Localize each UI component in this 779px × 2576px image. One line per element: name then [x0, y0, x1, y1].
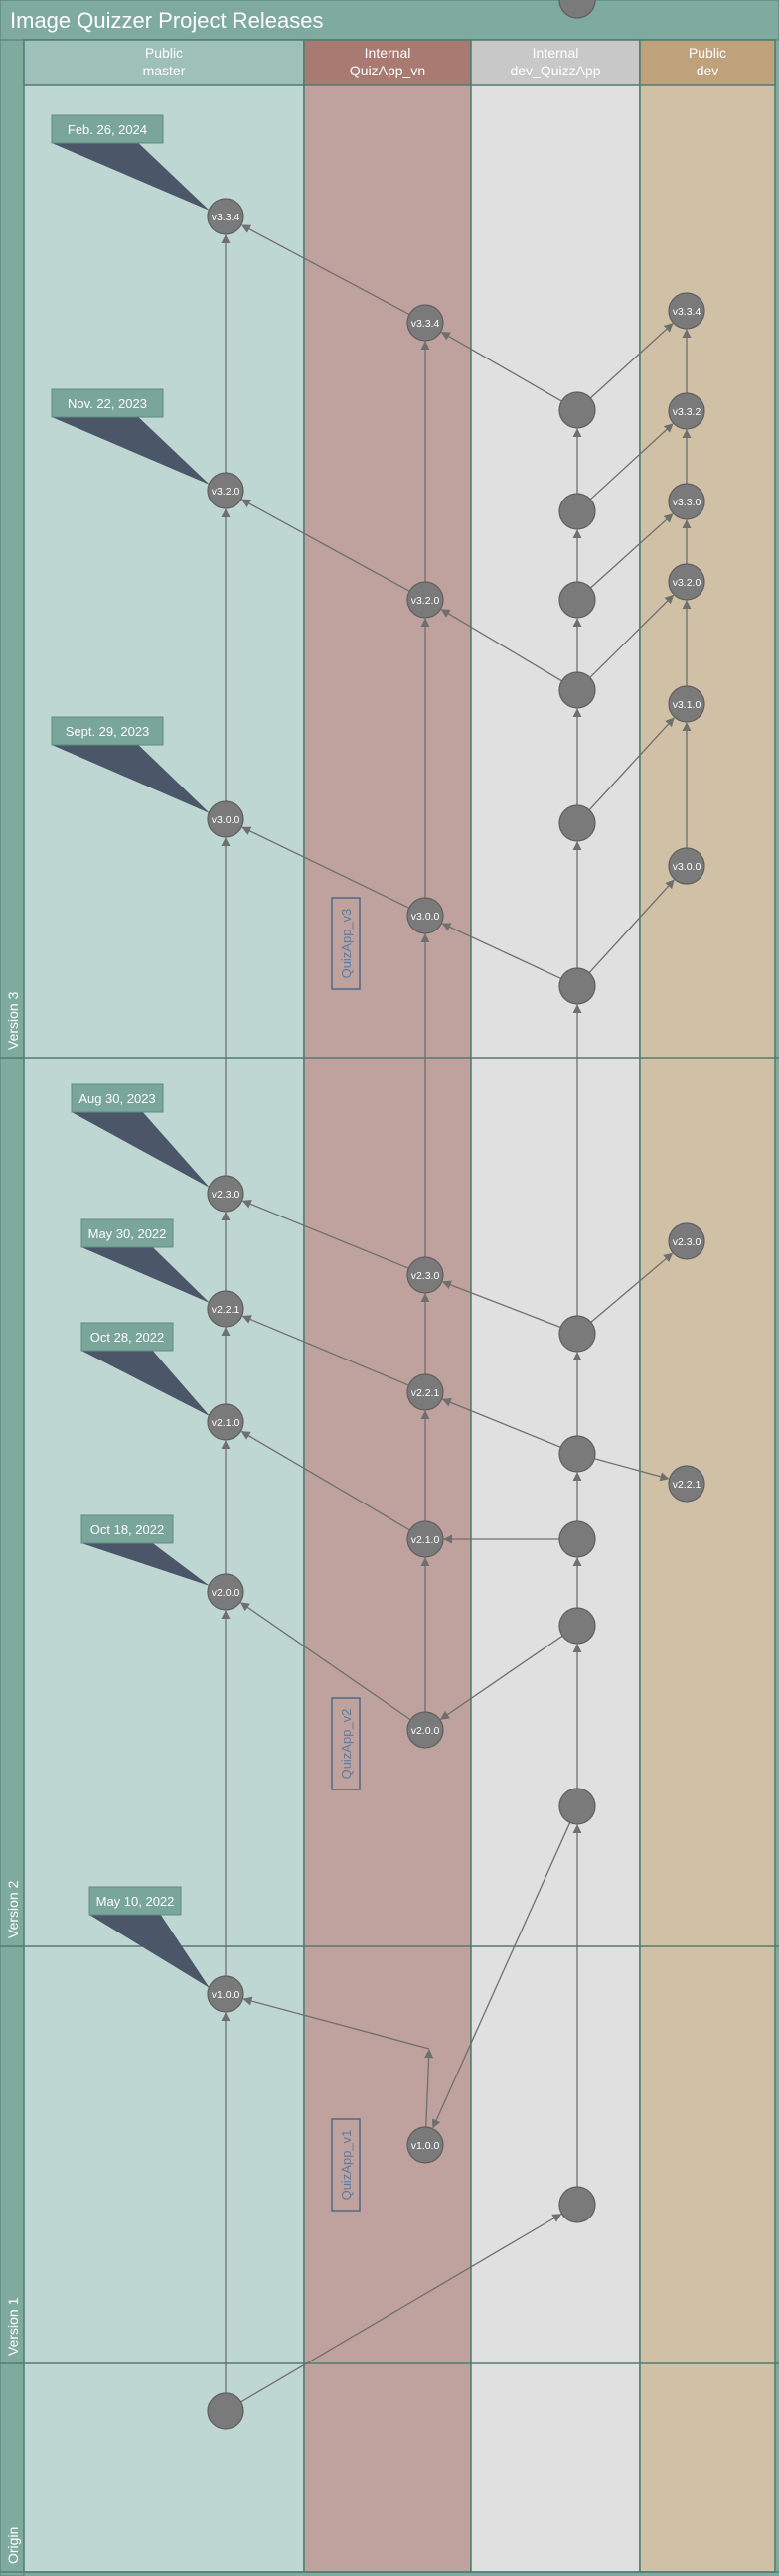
lane-title-line1: Public [688, 45, 727, 61]
release-node-label: v2.3.0 [410, 1270, 440, 1282]
release-date: Nov. 22, 2023 [68, 396, 147, 411]
release-date: Sept. 29, 2023 [65, 724, 150, 739]
commit-node [559, 392, 595, 428]
lane-public_dev [640, 40, 775, 2572]
lane-title-line1: Internal [364, 45, 411, 61]
diagram-title: Image Quizzer Project Releases [10, 8, 324, 33]
release-date: Oct 28, 2022 [89, 1330, 165, 1345]
release-node-label: v3.2.0 [672, 577, 701, 589]
release-node-label: v2.2.1 [410, 1387, 440, 1399]
lane-title-line2: master [142, 63, 186, 78]
commit-node [559, 1789, 595, 1824]
release-node-label: v3.2.0 [211, 486, 240, 498]
commit-node [559, 1521, 595, 1557]
commit-node [559, 582, 595, 618]
lane-title-line2: QuizApp_vn [349, 63, 426, 78]
phase-label: Origin [5, 2526, 21, 2564]
commit-node [559, 1316, 595, 1352]
commit-node [559, 1436, 595, 1472]
lane-internal_dev [471, 40, 640, 2572]
release-date: May 30, 2022 [87, 1226, 167, 1241]
release-node-label: v3.0.0 [211, 814, 240, 826]
release-node-label: v3.2.0 [410, 595, 440, 607]
commit-node [559, 494, 595, 529]
lane-title-line1: Internal [532, 45, 579, 61]
release-node-label: v3.3.4 [672, 306, 701, 318]
release-node-label: v2.0.0 [410, 1725, 440, 1737]
commit-node [559, 2187, 595, 2222]
commit-node [559, 1608, 595, 1644]
release-node-label: v2.2.1 [211, 1304, 240, 1316]
release-date: Feb. 26, 2024 [67, 122, 148, 137]
commit-node [208, 2393, 243, 2429]
release-node-label: v2.1.0 [211, 1417, 240, 1429]
release-date: Aug 30, 2023 [78, 1091, 156, 1106]
release-date: Oct 18, 2022 [89, 1522, 165, 1537]
release-node-label: v2.2.1 [672, 1479, 701, 1491]
commit-node [559, 672, 595, 708]
release-node-label: v3.0.0 [672, 861, 701, 873]
release-node-label: v3.3.0 [672, 497, 701, 508]
lane-label-text: QuizApp_v1 [339, 2129, 354, 2201]
phase-label: Version 3 [5, 991, 21, 1050]
release-node-label: v3.1.0 [672, 699, 701, 711]
release-node-label: v1.0.0 [410, 2140, 440, 2152]
lane-label-text: QuizApp_v3 [339, 908, 354, 979]
release-node-label: v3.3.2 [672, 406, 701, 418]
release-node-label: v3.3.4 [410, 318, 440, 330]
lane-label-text: QuizApp_v2 [339, 1708, 354, 1780]
release-node-label: v2.3.0 [211, 1189, 240, 1201]
phase-label: Version 2 [5, 1880, 21, 1938]
lane-title-line2: dev [696, 63, 719, 78]
commit-node [559, 968, 595, 1004]
release-node-label: v3.0.0 [410, 911, 440, 923]
lane-internal_vn [304, 40, 471, 2572]
phase-label: Version 1 [5, 2297, 21, 2356]
release-date: May 10, 2022 [95, 1894, 175, 1909]
release-node-label: v2.1.0 [410, 1534, 440, 1546]
lane-title-line2: dev_QuizzApp [510, 63, 601, 78]
release-node-label: v2.0.0 [211, 1587, 240, 1599]
release-node-label: v1.0.0 [211, 1989, 240, 2001]
commit-node [559, 805, 595, 841]
lane-title-line1: Public [144, 45, 184, 61]
release-node-label: v2.3.0 [672, 1236, 701, 1248]
phase-strip [0, 40, 24, 2576]
release-node-label: v3.3.4 [211, 212, 240, 223]
